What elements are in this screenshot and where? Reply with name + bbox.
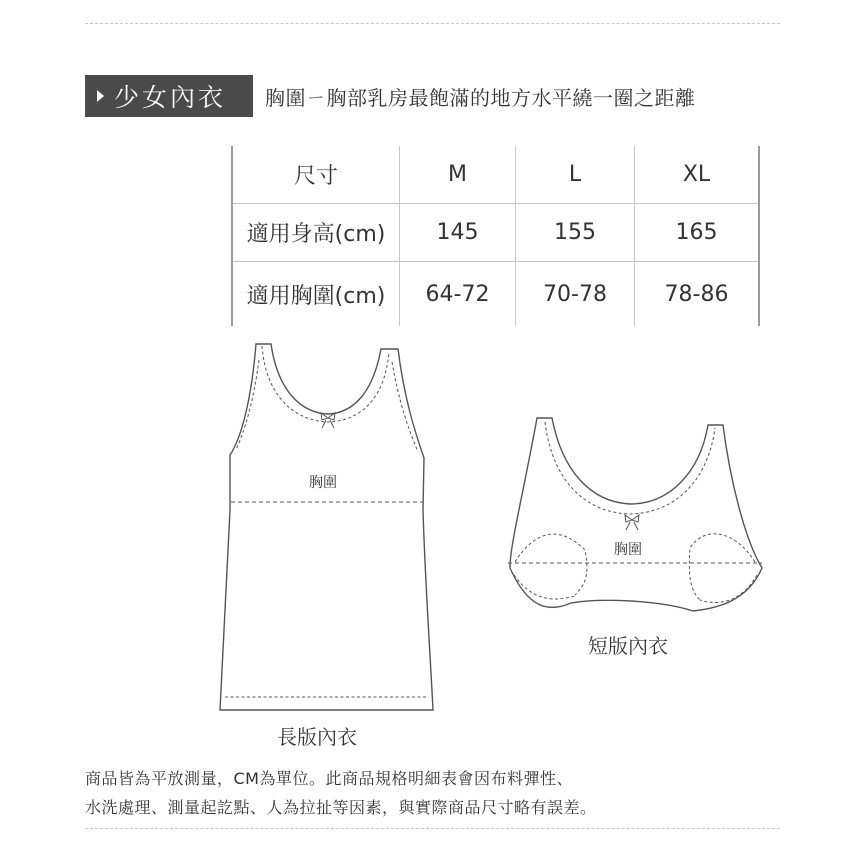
table-cell: 適用胸圍(cm)	[232, 262, 400, 327]
long-camisole-caption: 長版內衣	[277, 725, 357, 749]
long-camisole-inner-stitch	[225, 346, 428, 697]
table-cell: 145	[400, 204, 516, 262]
section-title: 少女內衣	[114, 83, 227, 112]
table-header-cell: M	[400, 146, 516, 204]
section-description: 胸圍ㄧ胸部乳房最飽滿的地方水平繞一圈之距離	[265, 86, 696, 110]
table-header-cell: XL	[635, 146, 760, 204]
table-header-cell: L	[516, 146, 635, 204]
short-bra-inner-stitch	[514, 422, 757, 602]
bow-icon	[625, 515, 639, 530]
bow-icon	[321, 413, 335, 428]
long-camisole-chest-label: 胸圍	[309, 475, 337, 491]
short-bra-chest-label: 胸圍	[614, 542, 642, 558]
short-bra-caption: 短版內衣	[588, 634, 668, 658]
table-cell: 165	[635, 204, 760, 262]
table-cell: 155	[516, 204, 635, 262]
measurement-note-line: 商品皆為平放測量，CM為單位。此商品規格明細表會因布料彈性、	[85, 769, 573, 788]
table-cell: 64-72	[400, 262, 516, 327]
table-cell: 78-86	[635, 262, 760, 327]
short-bra-outline	[510, 418, 762, 611]
table-cell: 適用身高(cm)	[232, 204, 400, 262]
measurement-note-line: 水洗處理、測量起訖點、人為拉扯等因素，與實際商品尺寸略有誤差。	[85, 798, 597, 817]
table-cell: 70-78	[516, 262, 635, 327]
long-camisole-illustration	[220, 344, 433, 710]
short-bra-illustration	[508, 418, 762, 611]
bottom-divider	[85, 828, 780, 829]
table-header-cell: 尺寸	[232, 146, 400, 204]
